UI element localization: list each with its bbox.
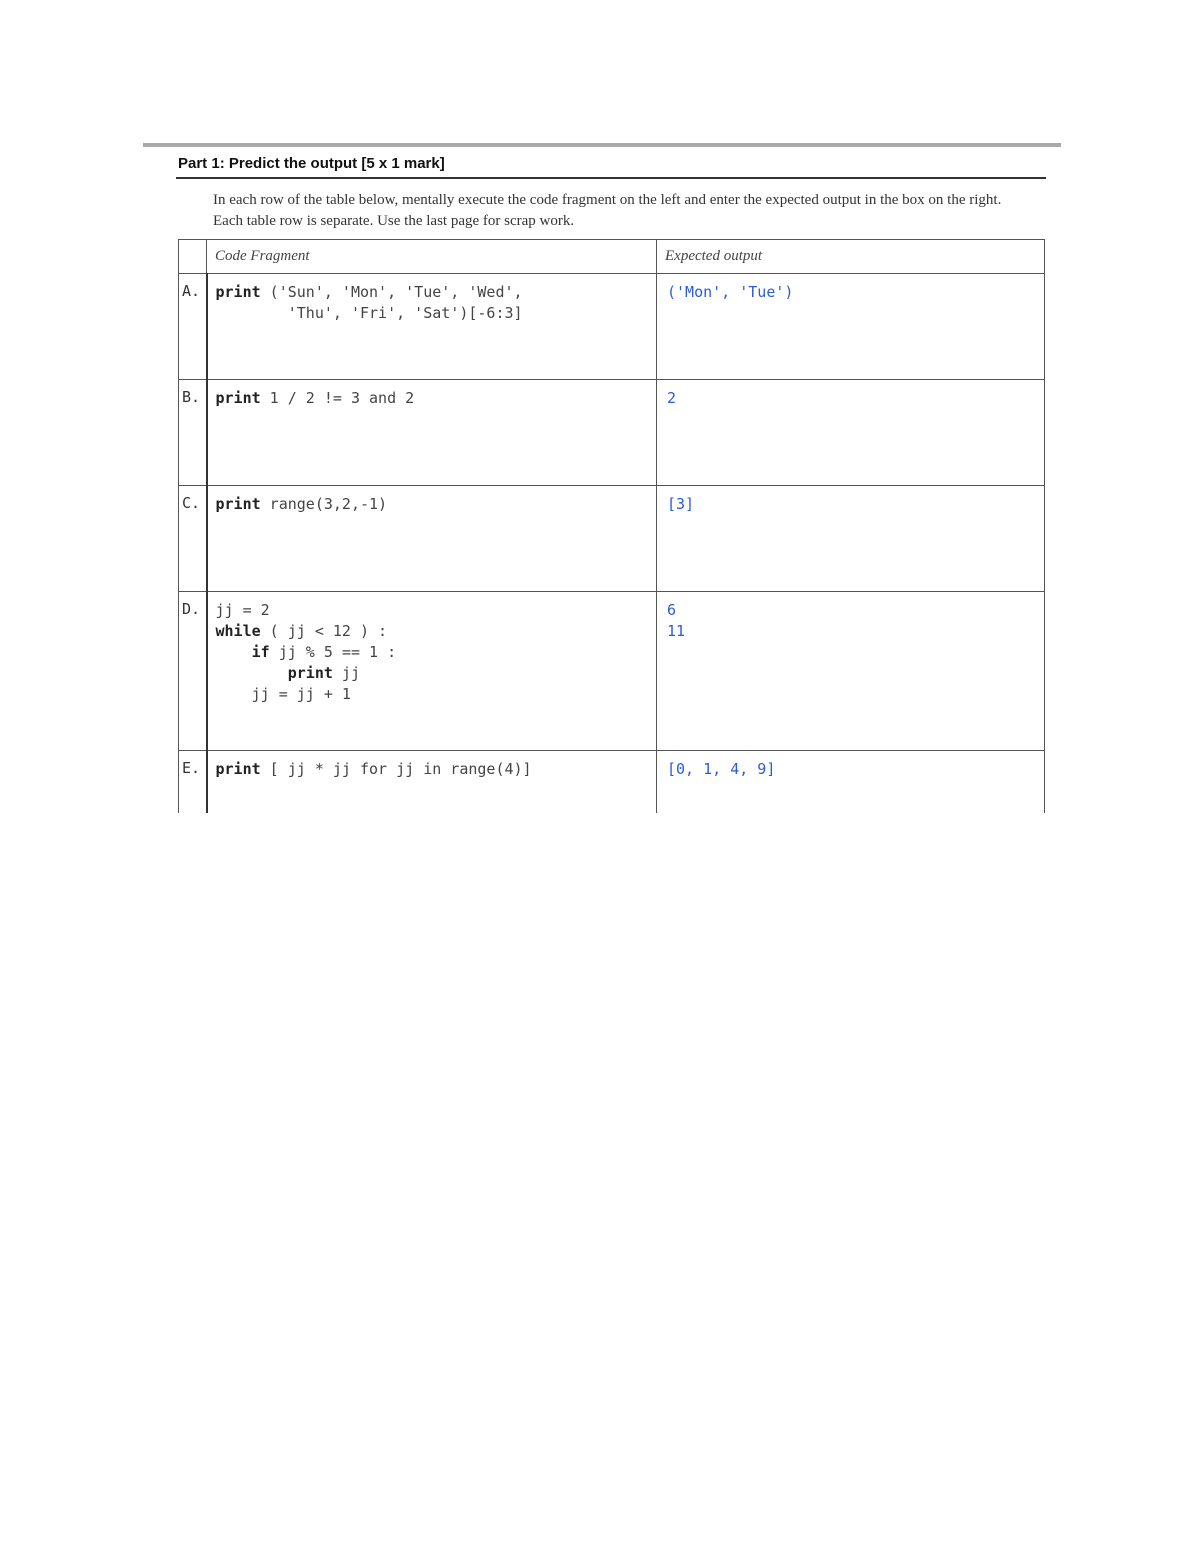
- code-text: ('Sun', 'Mon', 'Tue', 'Wed',: [260, 283, 523, 301]
- expected-output-header: Expected output: [657, 240, 1045, 274]
- table-row: [179, 380, 1045, 486]
- row-letter: D.: [179, 592, 207, 751]
- code-fragment: [207, 380, 657, 486]
- code-keyword: print: [215, 389, 261, 407]
- code-text: [ jj * jj for jj in range(4)]: [260, 760, 532, 778]
- row-letter: E.: [179, 751, 207, 813]
- code-line: [216, 282, 657, 303]
- code-line: [216, 494, 657, 515]
- code-keyword: print: [215, 760, 261, 778]
- code-line: [216, 621, 657, 642]
- table-row: [179, 486, 1045, 592]
- code-text: jj: [332, 664, 360, 682]
- top-divider: [143, 143, 1061, 147]
- code-keyword: print: [215, 664, 333, 682]
- code-text: 1 / 2 != 3 and 2: [260, 389, 415, 407]
- expected-output-field[interactable]: [0, 1, 4, 9]: [657, 751, 1045, 813]
- code-keyword: while: [215, 622, 261, 640]
- code-line: [216, 759, 657, 780]
- code-line: [216, 642, 657, 663]
- code-text: jj = 2: [215, 601, 270, 619]
- code-line: [216, 684, 657, 705]
- expected-output-field[interactable]: 2: [657, 380, 1045, 486]
- row-letter: A.: [179, 274, 207, 380]
- code-text: range(3,2,-1): [260, 495, 388, 513]
- table-row: [179, 592, 1045, 751]
- letter-header: [179, 240, 207, 274]
- code-text: jj = jj + 1: [215, 685, 351, 703]
- expected-output-field[interactable]: 6 11: [657, 592, 1045, 751]
- instructions: In each row of the table below, mentally execute the code fragment on the left and enter the expected output in the box on the right. Each table row is separate. Use the last page for scrap work.: [213, 192, 1002, 229]
- code-fragment: [207, 592, 657, 751]
- code-line: [216, 600, 657, 621]
- code-fragment: [207, 486, 657, 592]
- code-line: [216, 303, 657, 324]
- expected-output-field[interactable]: ('Mon', 'Tue'): [657, 274, 1045, 380]
- code-text: jj % 5 == 1 :: [269, 643, 397, 661]
- code-line: [216, 663, 657, 684]
- row-letter: C.: [179, 486, 207, 592]
- code-text: ( jj < 12 ) :: [260, 622, 388, 640]
- part-heading: Part 1: Predict the output [5 x 1 mark]: [178, 155, 445, 172]
- code-keyword: print: [215, 283, 261, 301]
- code-fragment: [207, 274, 657, 380]
- heading-underline: [176, 177, 1046, 179]
- code-fragment-header: Code Fragment: [207, 240, 657, 274]
- row-letter: B.: [179, 380, 207, 486]
- expected-output-field[interactable]: [3]: [657, 486, 1045, 592]
- code-text: 'Thu', 'Fri', 'Sat')[-6:3]: [215, 304, 523, 322]
- code-line: [216, 388, 657, 409]
- code-keyword: print: [215, 495, 261, 513]
- table-row: [179, 751, 1045, 813]
- table-header-row: [179, 240, 1045, 274]
- code-keyword: if: [215, 643, 270, 661]
- question-table: [178, 239, 1045, 813]
- code-fragment: [207, 751, 657, 813]
- table-row: [179, 274, 1045, 380]
